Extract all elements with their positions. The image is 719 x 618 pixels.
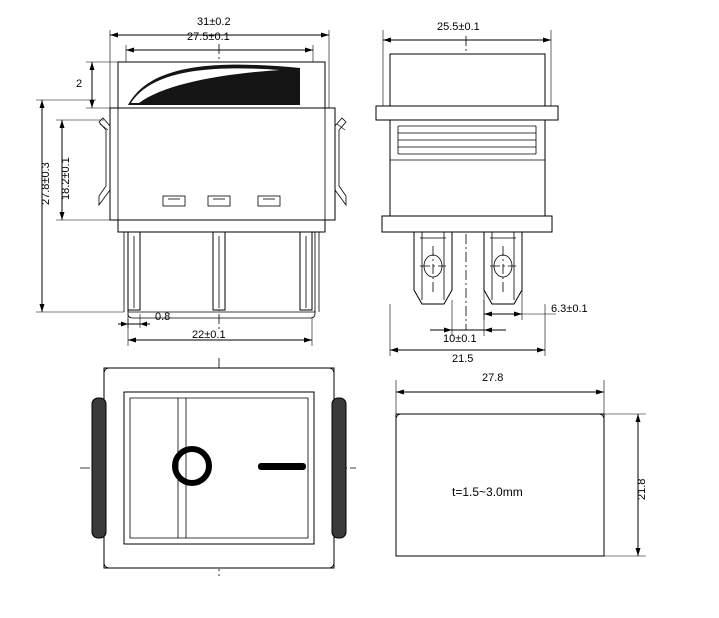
dim-21-8: 21.8 (636, 478, 648, 500)
dim-6-3: 6.3±0.1 (551, 303, 588, 315)
dim-27-8: 27.8±0.3 (40, 162, 52, 205)
dim-27-5: 27.5±0.1 (187, 31, 230, 43)
dim-10: 10±0.1 (443, 333, 477, 345)
dim-0-8: 0.8 (155, 311, 171, 323)
dim-21-5: 21.5 (452, 353, 474, 365)
dim-25-5: 25.5±0.1 (437, 21, 480, 33)
dim-18-2: 18.2±0.1 (60, 157, 72, 200)
note-panel-thickness: t=1.5~3.0mm (452, 485, 523, 499)
dim-31: 31±0.2 (197, 16, 231, 28)
dim-2: 2 (76, 78, 83, 90)
dim-22: 22±0.1 (192, 329, 226, 341)
dim-27-8-cutout: 27.8 (482, 372, 504, 384)
